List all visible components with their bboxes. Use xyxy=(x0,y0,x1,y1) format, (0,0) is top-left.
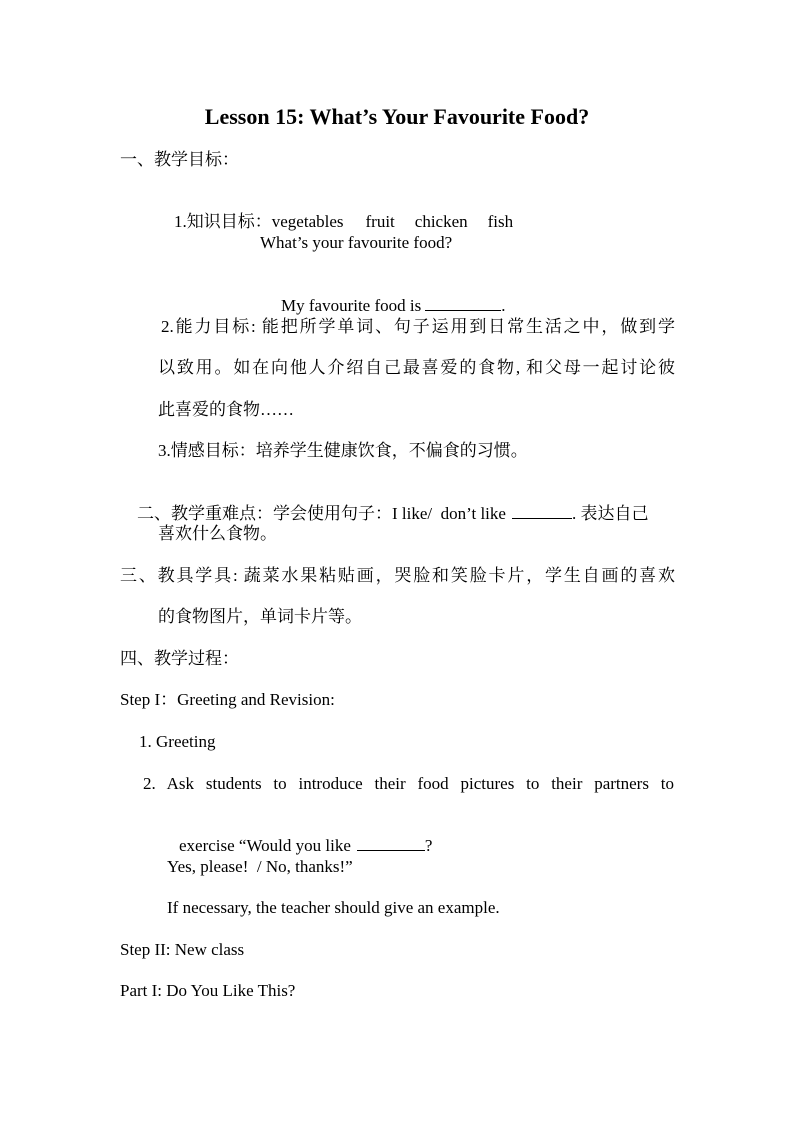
step1-heading: Step I：Greeting and Revision: xyxy=(120,690,335,709)
lesson-title: Lesson 15: What’s Your Favourite Food? xyxy=(204,104,590,129)
step1-item2-line4: If necessary, the teacher should give an example. xyxy=(167,898,500,917)
vocab-word: vegetables xyxy=(271,212,344,231)
target-answer: My favourite food is . xyxy=(281,296,506,315)
vocab-word: chicken xyxy=(414,212,468,231)
step1-item1: 1. Greeting xyxy=(139,732,216,751)
section-heading-process: 四、教学过程： xyxy=(120,649,239,668)
answer-blank xyxy=(425,295,501,311)
step2-part1: Part I: Do You Like This? xyxy=(120,981,296,1000)
exercise-blank xyxy=(357,835,425,851)
step1-item2-line3: Yes, please! / No, thanks!” xyxy=(167,857,353,876)
key-points-line2: 喜欢什么食物。 xyxy=(158,524,277,543)
key-points-line1: 二、教学重难点：学会使用句子：I like/ don’t like . 表达自己 xyxy=(137,504,649,523)
ability-objective-line1: 2.能力目标: 能把所学单词、句子运用到日常生活之中，做到学 xyxy=(161,317,675,336)
emotion-objective: 3.情感目标：培养学生健康饮食，不偏食的习惯。 xyxy=(158,441,528,460)
teaching-aids-line2: 的食物图片，单词卡片等。 xyxy=(158,607,362,626)
ability-objective-line3: 此喜爱的食物…… xyxy=(158,400,294,419)
section-heading-objectives: 一、教学目标： xyxy=(120,150,239,169)
vocab-word: fruit xyxy=(365,212,395,231)
step1-item2-line1: 2. Ask students to introduce their food pictures to their partners to xyxy=(143,774,674,793)
knowledge-label: 1.知识目标： xyxy=(174,212,272,231)
ability-objective-line2: 以致用。如在向他人介绍自己最喜爱的食物, 和父母一起讨论彼 xyxy=(158,358,675,377)
vocab-word: fish xyxy=(487,212,514,231)
teaching-aids-line1: 三、教具学具: 蔬菜水果粘贴画，哭脸和笑脸卡片，学生自画的喜欢 xyxy=(120,566,675,585)
target-question: What’s your favourite food? xyxy=(260,233,453,252)
step1-item2-line2: exercise “Would you like ? xyxy=(179,836,433,855)
step2-heading: Step II: New class xyxy=(120,940,245,959)
key-points-blank xyxy=(512,503,572,519)
